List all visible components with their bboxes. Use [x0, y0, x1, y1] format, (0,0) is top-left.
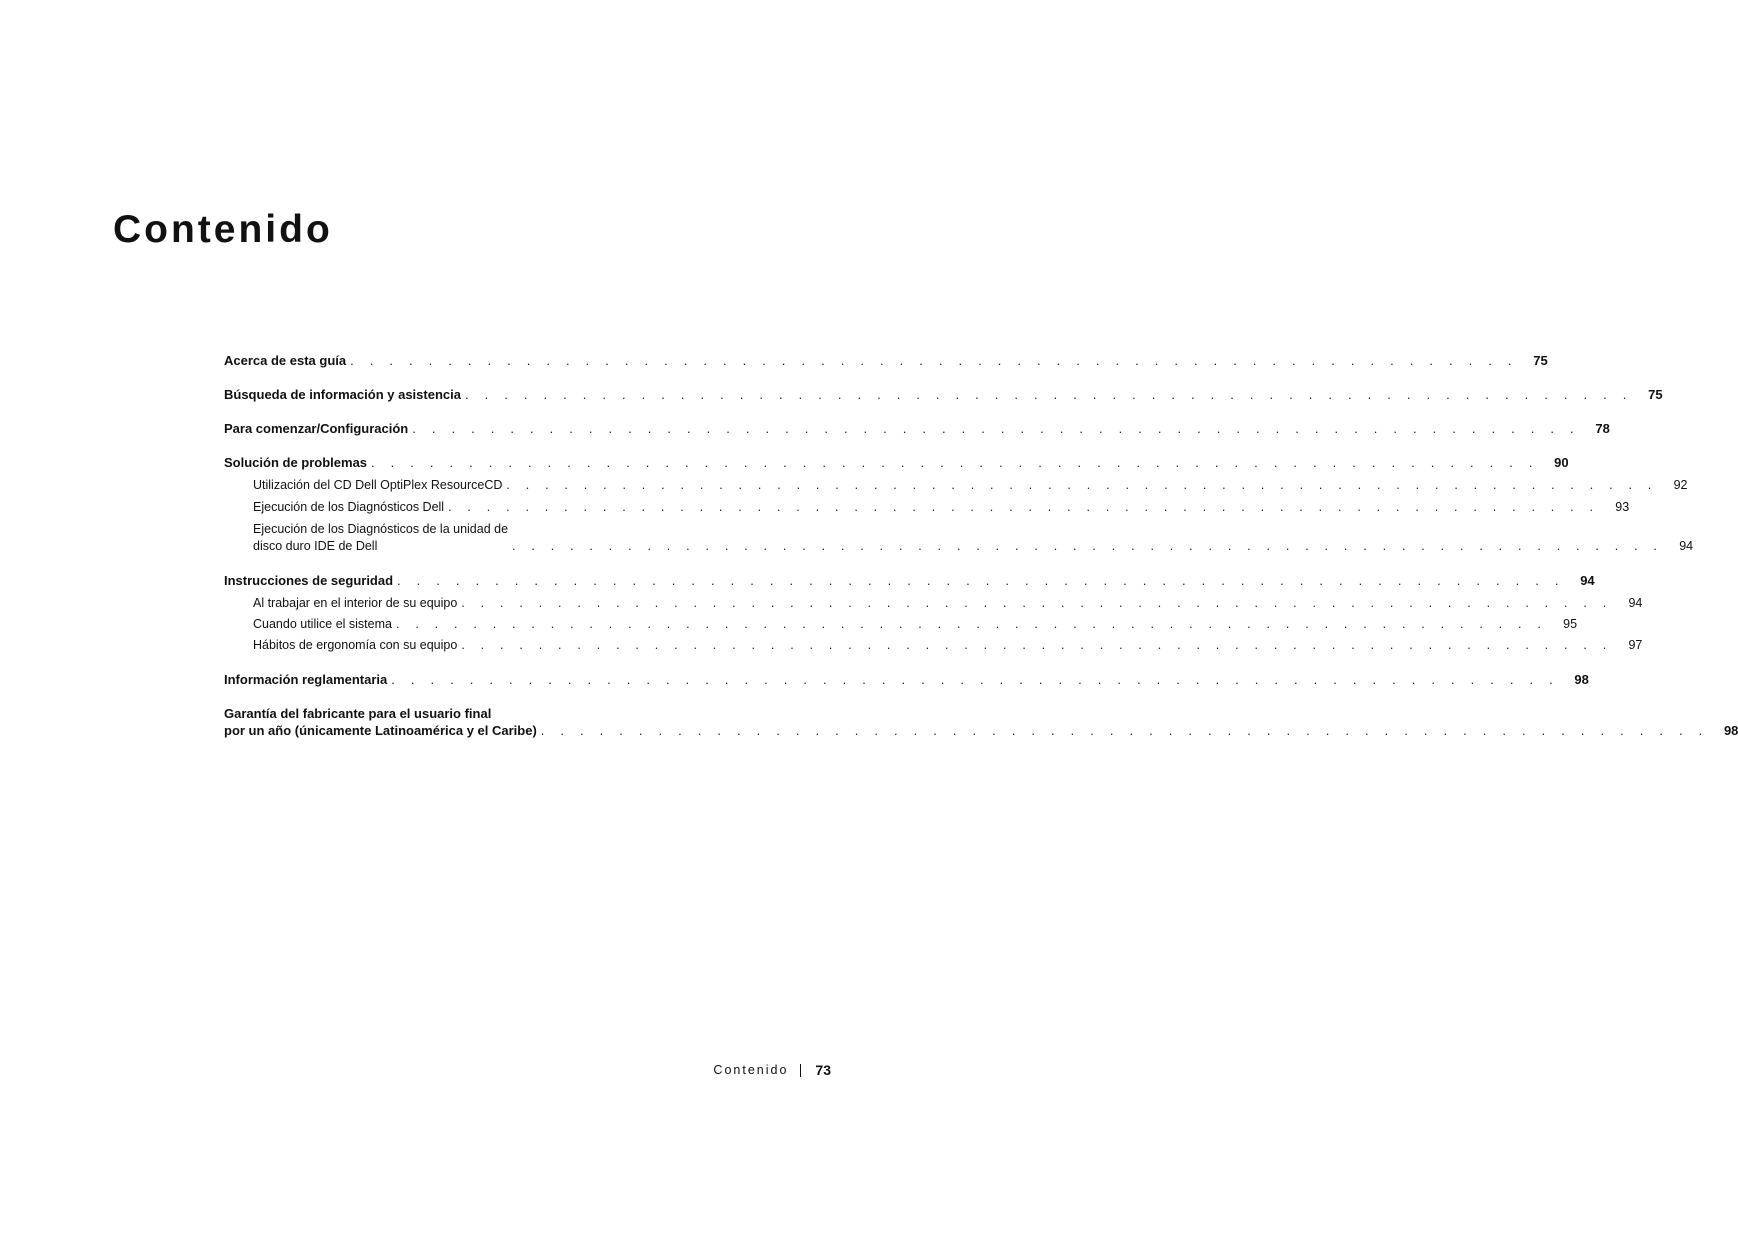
toc-dot-leader: . . . . . . . . . . . . . . . . . . . . . . . . . . . . . . . . . . . . . . . . . . . . . . . . . . . . . . . . . . . . — [412, 421, 1580, 436]
toc-entry-title: Ejecución de los Diagnósticos de la unidad de disco duro IDE de Dell — [253, 522, 509, 553]
toc-entry-title: Instrucciones de seguridad — [224, 573, 394, 588]
toc-page-number: 90 — [1554, 455, 1569, 470]
toc-page-number: 98 — [1723, 723, 1738, 738]
toc-page-number: 92 — [1673, 478, 1688, 492]
toc-entry[interactable] — [224, 572, 1595, 589]
toc-subentry[interactable] — [224, 595, 1643, 612]
toc-dot-leader: . . . . . . . . . . . . . . . . . . . . . . . . . . . . . . . . . . . . . . . . . . . . . . . . . . . . . . . . . . . . — [391, 672, 1559, 687]
toc-dot-leader: . . . . . . . . . . . . . . . . . . . . . . . . . . . . . . . . . . . . . . . . . . . . . . . . . . . . . . . . . . . . — [540, 723, 1709, 738]
toc-entry-title: Ejecución de los Diagnósticos Dell — [253, 500, 445, 514]
toc-entry[interactable] — [224, 705, 1738, 739]
toc-entry-title: Para comenzar/Configuración — [224, 421, 409, 436]
toc-dot-leader: . . . . . . . . . . . . . . . . . . . . . . . . . . . . . . . . . . . . . . . . . . . . . . . . . . . . . . . . . . . . — [397, 573, 1565, 588]
toc-subentry[interactable] — [224, 521, 1694, 555]
toc-page-number: 75 — [1533, 353, 1548, 368]
toc-subentry[interactable] — [224, 499, 1630, 516]
toc-page-number: 78 — [1595, 421, 1610, 436]
toc-dot-leader: . . . . . . . . . . . . . . . . . . . . . . . . . . . . . . . . . . . . . . . . . . . . . . . . . . . . . . . . . . . . — [448, 500, 1600, 514]
toc-entry[interactable] — [224, 671, 1589, 688]
footer-separator — [800, 1064, 801, 1077]
toc-page-number: 97 — [1628, 638, 1643, 652]
toc-page-number: 95 — [1563, 617, 1578, 631]
page-footer — [713, 1062, 831, 1078]
toc-page-number: 93 — [1615, 500, 1630, 514]
toc-page-number: 94 — [1628, 596, 1643, 610]
toc-subentry[interactable] — [224, 477, 1688, 494]
toc-page-number: 98 — [1574, 672, 1589, 687]
toc-entry-title: Al trabajar en el interior de su equipo — [253, 596, 458, 610]
toc-page-number: 94 — [1580, 573, 1595, 588]
toc-entry[interactable] — [224, 420, 1610, 437]
toc-dot-leader: . . . . . . . . . . . . . . . . . . . . . . . . . . . . . . . . . . . . . . . . . . . . . . . . . . . . . . . . . . . . — [506, 478, 1658, 492]
toc-entry-title: Información reglamentaria — [224, 672, 388, 687]
toc-entry[interactable] — [224, 454, 1569, 471]
toc-page-number: 75 — [1648, 387, 1663, 402]
footer-label: Contenido — [713, 1063, 789, 1077]
toc-page-number: 94 — [1679, 539, 1694, 553]
toc-entry-title: Utilización del CD Dell OptiPlex ResourceCD — [253, 478, 503, 492]
toc-dot-leader: . . . . . . . . . . . . . . . . . . . . . . . . . . . . . . . . . . . . . . . . . . . . . . . . . . . . . . . . . . . . — [461, 596, 1613, 610]
toc-dot-leader: . . . . . . . . . . . . . . . . . . . . . . . . . . . . . . . . . . . . . . . . . . . . . . . . . . . . . . . . . . . . — [350, 353, 1518, 368]
table-of-contents — [224, 352, 1738, 739]
toc-dot-leader: . . . . . . . . . . . . . . . . . . . . . . . . . . . . . . . . . . . . . . . . . . . . . . . . . . . . . . . . . . . . — [461, 638, 1613, 652]
toc-dot-leader: . . . . . . . . . . . . . . . . . . . . . . . . . . . . . . . . . . . . . . . . . . . . . . . . . . . . . . . . . . . . — [512, 539, 1664, 553]
toc-entry-title: Búsqueda de información y asistencia — [224, 387, 461, 402]
toc-dot-leader: . . . . . . . . . . . . . . . . . . . . . . . . . . . . . . . . . . . . . . . . . . . . . . . . . . . . . . . . . . . . — [395, 617, 1548, 631]
toc-entry-title: Cuando utilice el sistema — [253, 617, 392, 631]
toc-subentry[interactable] — [224, 616, 1578, 633]
footer-page-number: 73 — [815, 1062, 831, 1078]
toc-entry[interactable] — [224, 352, 1548, 369]
toc-entry-title: Solución de problemas — [224, 455, 368, 470]
toc-entry-title: Garantía del fabricante para el usuario final por un año (únicamente Latinoamérica y el Caribe) — [224, 706, 537, 738]
page-title: Contenido — [113, 208, 333, 251]
toc-subentry[interactable] — [224, 637, 1643, 654]
toc-dot-leader: . . . . . . . . . . . . . . . . . . . . . . . . . . . . . . . . . . . . . . . . . . . . . . . . . . . . . . . . . . . . — [371, 455, 1539, 470]
toc-entry-title: Hábitos de ergonomía con su equipo — [253, 638, 458, 652]
toc-entry-title: Acerca de esta guía — [224, 353, 347, 368]
toc-dot-leader: . . . . . . . . . . . . . . . . . . . . . . . . . . . . . . . . . . . . . . . . . . . . . . . . . . . . . . . . . . . . — [464, 387, 1633, 402]
toc-entry[interactable] — [224, 386, 1663, 403]
